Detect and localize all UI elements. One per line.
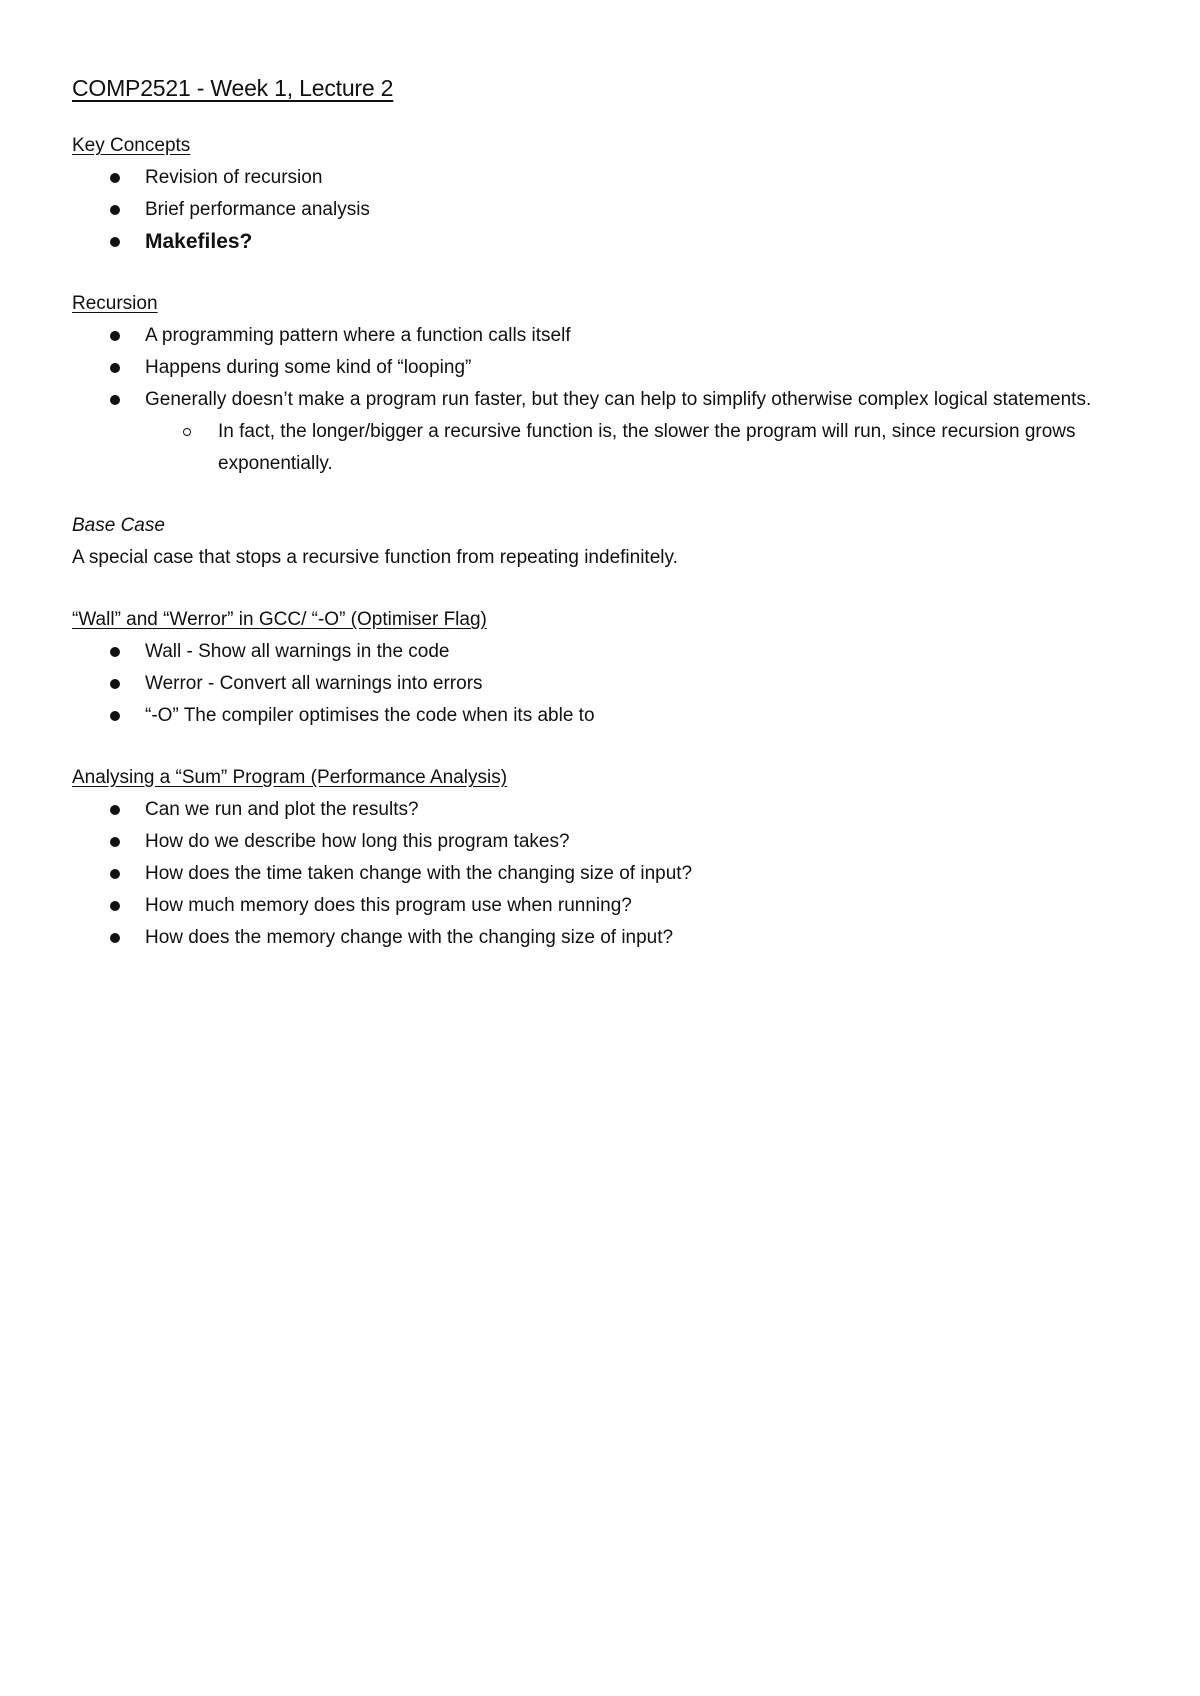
list-item-text: Generally doesn’t make a program run faster, but they can help to simplify otherwise complex logical statements. bbox=[145, 389, 1092, 410]
bullet-icon bbox=[110, 205, 120, 215]
list-item-text: Wall - Show all warnings in the code bbox=[145, 641, 450, 662]
list-item bbox=[72, 384, 1128, 480]
bullet-icon bbox=[110, 173, 120, 183]
recursion-sub-list bbox=[145, 416, 1128, 480]
section-base-case bbox=[72, 510, 1128, 574]
section-heading-sum-analysis: Analysing a “Sum” Program (Performance Analysis) bbox=[72, 767, 508, 788]
list-item-text: Werror - Convert all warnings into errors bbox=[145, 673, 483, 694]
bullet-icon bbox=[110, 331, 120, 341]
hollow-bullet-icon bbox=[183, 428, 191, 436]
list-item-text: “-O” The compiler optimises the code when its able to bbox=[145, 705, 595, 726]
key-concepts-list bbox=[72, 162, 1128, 258]
section-heading-key-concepts: Key Concepts bbox=[72, 135, 191, 156]
sum-analysis-list bbox=[72, 794, 1128, 954]
list-item-text: Can we run and plot the results? bbox=[145, 799, 419, 820]
bullet-icon bbox=[110, 237, 120, 247]
bullet-icon bbox=[110, 395, 120, 405]
document-title: COMP2521 - Week 1, Lecture 2 bbox=[72, 75, 394, 101]
section-key-concepts bbox=[72, 130, 1128, 258]
bullet-icon bbox=[110, 901, 120, 911]
bullet-icon bbox=[110, 711, 120, 721]
list-item bbox=[72, 794, 1128, 826]
list-item bbox=[72, 320, 1128, 352]
gcc-flags-list bbox=[72, 636, 1128, 732]
list-item bbox=[72, 162, 1128, 194]
list-item-text: Brief performance analysis bbox=[145, 199, 370, 220]
section-gcc-flags bbox=[72, 604, 1128, 732]
list-item-text: How does the memory change with the changing size of input? bbox=[145, 927, 674, 948]
list-item-text: How do we describe how long this program takes? bbox=[145, 831, 570, 852]
list-item-text: Makefiles? bbox=[145, 230, 253, 253]
list-item bbox=[72, 352, 1128, 384]
bullet-icon bbox=[110, 933, 120, 943]
list-item bbox=[72, 826, 1128, 858]
bullet-icon bbox=[110, 647, 120, 657]
list-item bbox=[72, 226, 1128, 258]
section-recursion bbox=[72, 288, 1128, 480]
section-sum-analysis bbox=[72, 762, 1128, 954]
section-heading-recursion: Recursion bbox=[72, 293, 158, 314]
list-item-text: Revision of recursion bbox=[145, 167, 323, 188]
list-item bbox=[72, 668, 1128, 700]
list-item bbox=[72, 922, 1128, 954]
list-item bbox=[72, 700, 1128, 732]
sub-list-item bbox=[145, 416, 1128, 480]
bullet-icon bbox=[110, 679, 120, 689]
list-item bbox=[72, 636, 1128, 668]
list-item bbox=[72, 194, 1128, 226]
recursion-list bbox=[72, 320, 1128, 480]
bullet-icon bbox=[110, 363, 120, 373]
list-item bbox=[72, 858, 1128, 890]
bullet-icon bbox=[110, 869, 120, 879]
bullet-icon bbox=[110, 837, 120, 847]
list-item-text: A programming pattern where a function calls itself bbox=[145, 325, 571, 346]
list-item-text: How does the time taken change with the changing size of input? bbox=[145, 863, 693, 884]
section-heading-gcc-flags: “Wall” and “Werror” in GCC/ “-O” (Optimiser Flag) bbox=[72, 609, 487, 630]
section-heading-base-case: Base Case bbox=[72, 515, 165, 536]
list-item-text: How much memory does this program use when running? bbox=[145, 895, 632, 916]
list-item-text: Happens during some kind of “looping” bbox=[145, 357, 472, 378]
list-item bbox=[72, 890, 1128, 922]
base-case-text: A special case that stops a recursive function from repeating indefinitely. bbox=[72, 547, 678, 568]
sub-list-item-text: In fact, the longer/bigger a recursive function is, the slower the program will run, since recursion grows exponentially. bbox=[218, 421, 1076, 474]
bullet-icon bbox=[110, 805, 120, 815]
